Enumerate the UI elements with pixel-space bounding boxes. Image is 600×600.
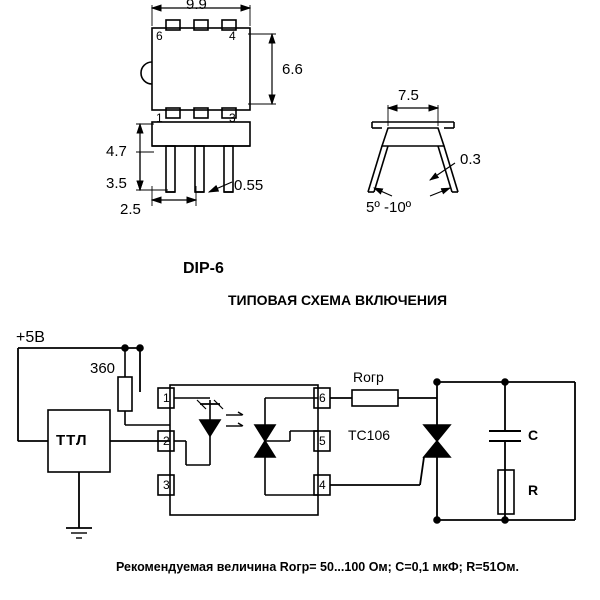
label-capacitor: C (528, 427, 539, 443)
footnote: Рекомендуемая величина Rогр= 50...100 Ом; С=0,1 мкФ; R=51Ом. (116, 560, 519, 574)
package-notch (141, 62, 152, 84)
pin-label-3: 3 (229, 111, 236, 125)
opto-pin-2: 2 (163, 434, 170, 448)
pin-label-6: 6 (156, 29, 163, 43)
resistor-r (498, 470, 514, 514)
label-rogr: Rогр (353, 369, 384, 385)
pin-label-4: 4 (229, 29, 236, 43)
opto-pin-6: 6 (319, 391, 326, 405)
package-side-body (382, 128, 444, 146)
dim-front-a: 4.7 (106, 143, 127, 160)
dim-package-height: 6.6 (282, 61, 303, 78)
label-resistor-360: 360 (90, 360, 116, 377)
label-resistor-r: R (528, 482, 539, 498)
opto-pin-5: 5 (319, 434, 326, 448)
pin-label-1: 1 (156, 111, 163, 125)
label-triac: ТС106 (348, 427, 391, 443)
dim-front-d: 0.55 (234, 177, 264, 194)
dim-front-c: 2.5 (120, 201, 141, 218)
opto-pin-3: 3 (163, 478, 170, 492)
opto-pin-1: 1 (163, 391, 170, 405)
resistor-rogr (352, 390, 398, 406)
dim-side-width: 7.5 (398, 87, 419, 104)
package-front-body (152, 122, 250, 146)
title-dip: DIP-6 (183, 260, 224, 277)
opto-pin-4: 4 (319, 478, 326, 492)
dim-front-b: 3.5 (106, 175, 127, 192)
dim-side-thickness: 0.3 (460, 151, 481, 168)
dim-side-angle: 5º -10º (366, 199, 412, 216)
dim-package-width: 9.9 (186, 0, 207, 13)
label-supply: +5В (16, 329, 45, 346)
title-scheme: ТИПОВАЯ СХЕМА ВКЛЮЧЕНИЯ (228, 292, 448, 308)
label-ttl: ТТЛ (56, 432, 88, 449)
